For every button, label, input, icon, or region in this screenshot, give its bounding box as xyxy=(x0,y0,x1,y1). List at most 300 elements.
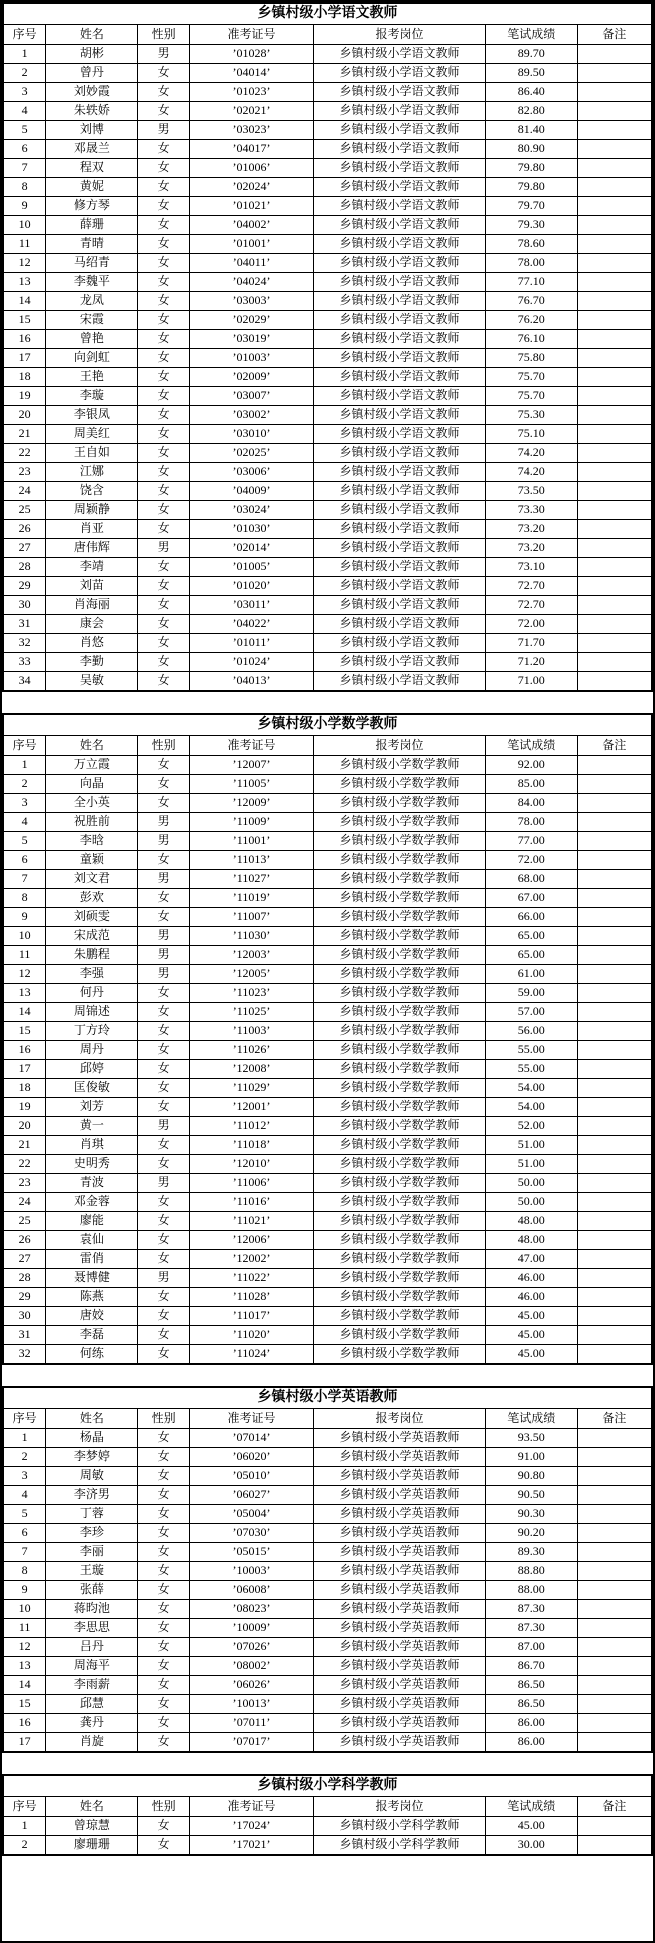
cell-position: 乡镇村级小学语文教师 xyxy=(314,520,485,539)
cell-note xyxy=(577,1448,652,1467)
cell-name: 邱婷 xyxy=(46,1060,138,1079)
cell-score: 90.20 xyxy=(485,1524,577,1543)
cell-exam-id: ’01020’ xyxy=(189,577,314,596)
table-row xyxy=(3,1733,652,1753)
cell-position: 乡镇村级小学语文教师 xyxy=(314,292,485,311)
cell-note xyxy=(577,1098,652,1117)
table-row xyxy=(3,965,652,984)
cell-name: 周敏 xyxy=(46,1467,138,1486)
col-header-name: 姓名 xyxy=(46,1409,138,1429)
cell-exam-id: ’12005’ xyxy=(189,965,314,984)
cell-exam-id: ’03002’ xyxy=(189,406,314,425)
cell-score: 71.20 xyxy=(485,653,577,672)
cell-note xyxy=(577,216,652,235)
cell-exam-id: ’12006’ xyxy=(189,1231,314,1250)
table-row xyxy=(3,1448,652,1467)
cell-position: 乡镇村级小学数学教师 xyxy=(314,1345,485,1365)
cell-position: 乡镇村级小学数学教师 xyxy=(314,1193,485,1212)
cell-name: 肖亚 xyxy=(46,520,138,539)
cell-exam-id: ’12007’ xyxy=(189,756,314,775)
cell-position: 乡镇村级小学数学教师 xyxy=(314,1326,485,1345)
cell-score: 79.80 xyxy=(485,159,577,178)
cell-exam-id: ’12009’ xyxy=(189,794,314,813)
table-row xyxy=(3,216,652,235)
cell-score: 89.50 xyxy=(485,64,577,83)
table-row xyxy=(3,1098,652,1117)
cell-position: 乡镇村级小学英语教师 xyxy=(314,1543,485,1562)
cell-score: 67.00 xyxy=(485,889,577,908)
cell-score: 86.70 xyxy=(485,1657,577,1676)
cell-name: 李思思 xyxy=(46,1619,138,1638)
cell-no: 24 xyxy=(3,482,46,501)
cell-exam-id: ’03010’ xyxy=(189,425,314,444)
cell-gender: 女 xyxy=(138,1505,189,1524)
cell-no: 15 xyxy=(3,1022,46,1041)
cell-position: 乡镇村级小学数学教师 xyxy=(314,1022,485,1041)
cell-exam-id: ’11016’ xyxy=(189,1193,314,1212)
col-header-gender: 性别 xyxy=(138,736,189,756)
cell-gender: 女 xyxy=(138,984,189,1003)
cell-name: 丁蓉 xyxy=(46,1505,138,1524)
cell-note xyxy=(577,1676,652,1695)
col-header-exam-id: 准考证号 xyxy=(189,1797,314,1817)
cell-gender: 男 xyxy=(138,1269,189,1288)
cell-position: 乡镇村级小学数学教师 xyxy=(314,832,485,851)
cell-no: 28 xyxy=(3,558,46,577)
cell-exam-id: ’11018’ xyxy=(189,1136,314,1155)
cell-name: 吕丹 xyxy=(46,1638,138,1657)
table-row xyxy=(3,1543,652,1562)
cell-name: 王艳 xyxy=(46,368,138,387)
cell-score: 71.70 xyxy=(485,634,577,653)
cell-no: 26 xyxy=(3,1231,46,1250)
cell-score: 72.70 xyxy=(485,577,577,596)
cell-no: 19 xyxy=(3,387,46,406)
cell-position: 乡镇村级小学数学教师 xyxy=(314,1288,485,1307)
cell-position: 乡镇村级小学英语教师 xyxy=(314,1486,485,1505)
cell-score: 75.10 xyxy=(485,425,577,444)
cell-name: 何丹 xyxy=(46,984,138,1003)
cell-score: 72.70 xyxy=(485,596,577,615)
col-header-position: 报考岗位 xyxy=(314,1409,485,1429)
cell-name: 康会 xyxy=(46,615,138,634)
cell-note xyxy=(577,254,652,273)
cell-position: 乡镇村级小学语文教师 xyxy=(314,558,485,577)
cell-name: 蒋昀池 xyxy=(46,1600,138,1619)
cell-gender: 男 xyxy=(138,965,189,984)
cell-no: 30 xyxy=(3,1307,46,1326)
cell-gender: 女 xyxy=(138,1136,189,1155)
cell-gender: 女 xyxy=(138,1003,189,1022)
cell-name: 童颖 xyxy=(46,851,138,870)
cell-no: 9 xyxy=(3,197,46,216)
cell-no: 31 xyxy=(3,615,46,634)
cell-no: 2 xyxy=(3,1448,46,1467)
col-header-no: 序号 xyxy=(3,1797,46,1817)
cell-exam-id: ’10009’ xyxy=(189,1619,314,1638)
cell-name: 雷俏 xyxy=(46,1250,138,1269)
cell-no: 12 xyxy=(3,965,46,984)
cell-note xyxy=(577,634,652,653)
cell-score: 45.00 xyxy=(485,1345,577,1365)
cell-name: 龚丹 xyxy=(46,1714,138,1733)
cell-note xyxy=(577,387,652,406)
table-row xyxy=(3,1505,652,1524)
cell-score: 46.00 xyxy=(485,1269,577,1288)
cell-position: 乡镇村级小学英语教师 xyxy=(314,1695,485,1714)
table-row xyxy=(3,889,652,908)
cell-exam-id: ’11028’ xyxy=(189,1288,314,1307)
cell-name: 廖能 xyxy=(46,1212,138,1231)
cell-name: 刘妙霞 xyxy=(46,83,138,102)
cell-score: 51.00 xyxy=(485,1136,577,1155)
cell-exam-id: ’11012’ xyxy=(189,1117,314,1136)
col-header-no: 序号 xyxy=(3,736,46,756)
cell-gender: 女 xyxy=(138,444,189,463)
cell-gender: 女 xyxy=(138,235,189,254)
cell-exam-id: ’03011’ xyxy=(189,596,314,615)
table-row xyxy=(3,908,652,927)
table-row xyxy=(3,425,652,444)
cell-exam-id: ’11020’ xyxy=(189,1326,314,1345)
cell-no: 12 xyxy=(3,1638,46,1657)
cell-exam-id: ’01023’ xyxy=(189,83,314,102)
score-table-1 xyxy=(2,2,653,692)
cell-exam-id: ’02021’ xyxy=(189,102,314,121)
cell-no: 26 xyxy=(3,520,46,539)
cell-name: 李丽 xyxy=(46,1543,138,1562)
cell-name: 胡彬 xyxy=(46,45,138,64)
table-header-row xyxy=(3,1797,652,1817)
cell-no: 1 xyxy=(3,1429,46,1448)
cell-score: 71.00 xyxy=(485,672,577,692)
table-row xyxy=(3,1288,652,1307)
cell-name: 朱轶娇 xyxy=(46,102,138,121)
cell-score: 89.70 xyxy=(485,45,577,64)
cell-name: 丁方玲 xyxy=(46,1022,138,1041)
cell-exam-id: ’12008’ xyxy=(189,1060,314,1079)
cell-no: 25 xyxy=(3,501,46,520)
cell-gender: 女 xyxy=(138,83,189,102)
cell-no: 17 xyxy=(3,1733,46,1753)
cell-gender: 女 xyxy=(138,756,189,775)
cell-score: 87.30 xyxy=(485,1619,577,1638)
cell-name: 周美红 xyxy=(46,425,138,444)
cell-note xyxy=(577,794,652,813)
col-header-note: 备注 xyxy=(577,736,652,756)
cell-exam-id: ’11003’ xyxy=(189,1022,314,1041)
cell-score: 75.80 xyxy=(485,349,577,368)
cell-no: 21 xyxy=(3,1136,46,1155)
cell-gender: 女 xyxy=(138,425,189,444)
cell-score: 54.00 xyxy=(485,1079,577,1098)
cell-exam-id: ’06027’ xyxy=(189,1486,314,1505)
score-table-3 xyxy=(2,1386,653,1753)
cell-note xyxy=(577,1429,652,1448)
cell-exam-id: ’04009’ xyxy=(189,482,314,501)
cell-position: 乡镇村级小学语文教师 xyxy=(314,387,485,406)
cell-no: 28 xyxy=(3,1269,46,1288)
cell-name: 李强 xyxy=(46,965,138,984)
table-row xyxy=(3,1695,652,1714)
cell-note xyxy=(577,1193,652,1212)
cell-note xyxy=(577,330,652,349)
cell-name: 邱慧 xyxy=(46,1695,138,1714)
cell-name: 肖悠 xyxy=(46,634,138,653)
cell-position: 乡镇村级小学数学教师 xyxy=(314,1250,485,1269)
cell-gender: 女 xyxy=(138,1288,189,1307)
cell-position: 乡镇村级小学语文教师 xyxy=(314,197,485,216)
col-header-gender: 性别 xyxy=(138,1797,189,1817)
col-header-score: 笔试成绩 xyxy=(485,736,577,756)
cell-note xyxy=(577,235,652,254)
table-row xyxy=(3,1079,652,1098)
cell-score: 86.40 xyxy=(485,83,577,102)
cell-gender: 女 xyxy=(138,1429,189,1448)
cell-note xyxy=(577,813,652,832)
col-header-score: 笔试成绩 xyxy=(485,1797,577,1817)
cell-gender: 女 xyxy=(138,159,189,178)
cell-note xyxy=(577,520,652,539)
cell-note xyxy=(577,1060,652,1079)
cell-position: 乡镇村级小学英语教师 xyxy=(314,1429,485,1448)
cell-position: 乡镇村级小学语文教师 xyxy=(314,577,485,596)
cell-name: 邓金蓉 xyxy=(46,1193,138,1212)
cell-position: 乡镇村级小学数学教师 xyxy=(314,1212,485,1231)
cell-gender: 女 xyxy=(138,577,189,596)
table-row xyxy=(3,1212,652,1231)
cell-no: 6 xyxy=(3,140,46,159)
cell-position: 乡镇村级小学语文教师 xyxy=(314,45,485,64)
cell-note xyxy=(577,178,652,197)
cell-no: 18 xyxy=(3,368,46,387)
cell-gender: 男 xyxy=(138,832,189,851)
cell-exam-id: ’11023’ xyxy=(189,984,314,1003)
cell-name: 宋霞 xyxy=(46,311,138,330)
cell-exam-id: ’05010’ xyxy=(189,1467,314,1486)
cell-name: 李雨薪 xyxy=(46,1676,138,1695)
cell-no: 13 xyxy=(3,1657,46,1676)
cell-position: 乡镇村级小学语文教师 xyxy=(314,83,485,102)
cell-exam-id: ’11029’ xyxy=(189,1079,314,1098)
cell-score: 68.00 xyxy=(485,870,577,889)
cell-score: 86.50 xyxy=(485,1695,577,1714)
cell-note xyxy=(577,1524,652,1543)
cell-note xyxy=(577,1543,652,1562)
cell-score: 76.20 xyxy=(485,311,577,330)
cell-exam-id: ’12010’ xyxy=(189,1155,314,1174)
cell-exam-id: ’02024’ xyxy=(189,178,314,197)
cell-gender: 女 xyxy=(138,1524,189,1543)
cell-exam-id: ’12003’ xyxy=(189,946,314,965)
cell-no: 32 xyxy=(3,634,46,653)
cell-score: 50.00 xyxy=(485,1193,577,1212)
cell-note xyxy=(577,1117,652,1136)
cell-name: 张薛 xyxy=(46,1581,138,1600)
cell-name: 彭欢 xyxy=(46,889,138,908)
cell-gender: 女 xyxy=(138,1581,189,1600)
col-header-gender: 性别 xyxy=(138,1409,189,1429)
cell-position: 乡镇村级小学语文教师 xyxy=(314,64,485,83)
cell-no: 31 xyxy=(3,1326,46,1345)
table-row xyxy=(3,813,652,832)
cell-no: 14 xyxy=(3,1676,46,1695)
cell-exam-id: ’01005’ xyxy=(189,558,314,577)
cell-score: 75.70 xyxy=(485,368,577,387)
cell-position: 乡镇村级小学英语教师 xyxy=(314,1600,485,1619)
cell-score: 73.20 xyxy=(485,539,577,558)
cell-position: 乡镇村级小学英语教师 xyxy=(314,1581,485,1600)
cell-name: 周颖静 xyxy=(46,501,138,520)
cell-position: 乡镇村级小学语文教师 xyxy=(314,330,485,349)
cell-gender: 女 xyxy=(138,1212,189,1231)
cell-position: 乡镇村级小学英语教师 xyxy=(314,1676,485,1695)
cell-note xyxy=(577,539,652,558)
cell-exam-id: ’04002’ xyxy=(189,216,314,235)
cell-no: 1 xyxy=(3,45,46,64)
cell-note xyxy=(577,946,652,965)
cell-name: 周海平 xyxy=(46,1657,138,1676)
cell-score: 78.00 xyxy=(485,254,577,273)
cell-exam-id: ’01011’ xyxy=(189,634,314,653)
cell-score: 72.00 xyxy=(485,851,577,870)
cell-no: 15 xyxy=(3,311,46,330)
table-row xyxy=(3,984,652,1003)
cell-gender: 女 xyxy=(138,520,189,539)
cell-score: 75.70 xyxy=(485,387,577,406)
cell-score: 73.50 xyxy=(485,482,577,501)
table-row xyxy=(3,235,652,254)
table-row xyxy=(3,577,652,596)
cell-gender: 女 xyxy=(138,482,189,501)
cell-name: 李银凤 xyxy=(46,406,138,425)
cell-exam-id: ’01028’ xyxy=(189,45,314,64)
cell-position: 乡镇村级小学数学教师 xyxy=(314,756,485,775)
cell-gender: 女 xyxy=(138,851,189,870)
cell-score: 74.20 xyxy=(485,444,577,463)
table-row xyxy=(3,1117,652,1136)
cell-no: 17 xyxy=(3,349,46,368)
col-header-score: 笔试成绩 xyxy=(485,25,577,45)
cell-gender: 女 xyxy=(138,1695,189,1714)
cell-no: 5 xyxy=(3,832,46,851)
table-header-row xyxy=(3,736,652,756)
cell-score: 77.10 xyxy=(485,273,577,292)
cell-exam-id: ’11030’ xyxy=(189,927,314,946)
col-header-name: 姓名 xyxy=(46,25,138,45)
table-row xyxy=(3,653,652,672)
cell-gender: 女 xyxy=(138,1345,189,1365)
cell-position: 乡镇村级小学科学教师 xyxy=(314,1817,485,1836)
cell-score: 55.00 xyxy=(485,1060,577,1079)
cell-score: 45.00 xyxy=(485,1817,577,1836)
table-row xyxy=(3,1155,652,1174)
table-row xyxy=(3,775,652,794)
cell-score: 46.00 xyxy=(485,1288,577,1307)
cell-note xyxy=(577,1486,652,1505)
cell-position: 乡镇村级小学语文教师 xyxy=(314,463,485,482)
cell-exam-id: ’11009’ xyxy=(189,813,314,832)
cell-exam-id: ’11019’ xyxy=(189,889,314,908)
table-row xyxy=(3,946,652,965)
cell-no: 2 xyxy=(3,775,46,794)
cell-gender: 女 xyxy=(138,1155,189,1174)
col-header-gender: 性别 xyxy=(138,25,189,45)
cell-exam-id: ’11022’ xyxy=(189,1269,314,1288)
cell-score: 56.00 xyxy=(485,1022,577,1041)
score-table-2 xyxy=(2,713,653,1365)
cell-score: 90.80 xyxy=(485,1467,577,1486)
table-row xyxy=(3,45,652,64)
cell-score: 76.70 xyxy=(485,292,577,311)
cell-note xyxy=(577,482,652,501)
cell-name: 刘硕雯 xyxy=(46,908,138,927)
cell-score: 91.00 xyxy=(485,1448,577,1467)
cell-gender: 女 xyxy=(138,1467,189,1486)
cell-name: 刘文君 xyxy=(46,870,138,889)
cell-exam-id: ’11013’ xyxy=(189,851,314,870)
col-header-note: 备注 xyxy=(577,1797,652,1817)
table-row xyxy=(3,1269,652,1288)
cell-position: 乡镇村级小学英语教师 xyxy=(314,1562,485,1581)
table-title-row xyxy=(3,1387,652,1409)
cell-score: 54.00 xyxy=(485,1098,577,1117)
cell-position: 乡镇村级小学英语教师 xyxy=(314,1524,485,1543)
table-row xyxy=(3,1600,652,1619)
table-row xyxy=(3,102,652,121)
cell-position: 乡镇村级小学英语教师 xyxy=(314,1733,485,1753)
cell-gender: 女 xyxy=(138,64,189,83)
cell-position: 乡镇村级小学语文教师 xyxy=(314,235,485,254)
cell-name: 周锦述 xyxy=(46,1003,138,1022)
cell-position: 乡镇村级小学语文教师 xyxy=(314,216,485,235)
cell-exam-id: ’11005’ xyxy=(189,775,314,794)
cell-gender: 女 xyxy=(138,634,189,653)
cell-score: 57.00 xyxy=(485,1003,577,1022)
cell-no: 9 xyxy=(3,908,46,927)
cell-exam-id: ’03007’ xyxy=(189,387,314,406)
cell-name: 程双 xyxy=(46,159,138,178)
cell-no: 32 xyxy=(3,1345,46,1365)
cell-gender: 女 xyxy=(138,672,189,692)
cell-name: 李晗 xyxy=(46,832,138,851)
cell-name: 祝胜前 xyxy=(46,813,138,832)
table-row xyxy=(3,672,652,692)
cell-name: 袁仙 xyxy=(46,1231,138,1250)
cell-exam-id: ’02014’ xyxy=(189,539,314,558)
table-title-row xyxy=(3,714,652,736)
col-header-position: 报考岗位 xyxy=(314,25,485,45)
cell-no: 2 xyxy=(3,1836,46,1856)
cell-name: 龙凤 xyxy=(46,292,138,311)
cell-no: 21 xyxy=(3,425,46,444)
cell-name: 吴敏 xyxy=(46,672,138,692)
cell-name: 李梦婷 xyxy=(46,1448,138,1467)
cell-gender: 女 xyxy=(138,1326,189,1345)
cell-no: 27 xyxy=(3,539,46,558)
cell-no: 16 xyxy=(3,330,46,349)
cell-exam-id: ’04017’ xyxy=(189,140,314,159)
cell-score: 65.00 xyxy=(485,927,577,946)
cell-exam-id: ’10013’ xyxy=(189,1695,314,1714)
cell-note xyxy=(577,1657,652,1676)
cell-name: 唐姣 xyxy=(46,1307,138,1326)
cell-no: 16 xyxy=(3,1041,46,1060)
cell-exam-id: ’04024’ xyxy=(189,273,314,292)
table-title: 乡镇村级小学英语教师 xyxy=(3,1387,652,1409)
cell-no: 27 xyxy=(3,1250,46,1269)
cell-position: 乡镇村级小学语文教师 xyxy=(314,140,485,159)
